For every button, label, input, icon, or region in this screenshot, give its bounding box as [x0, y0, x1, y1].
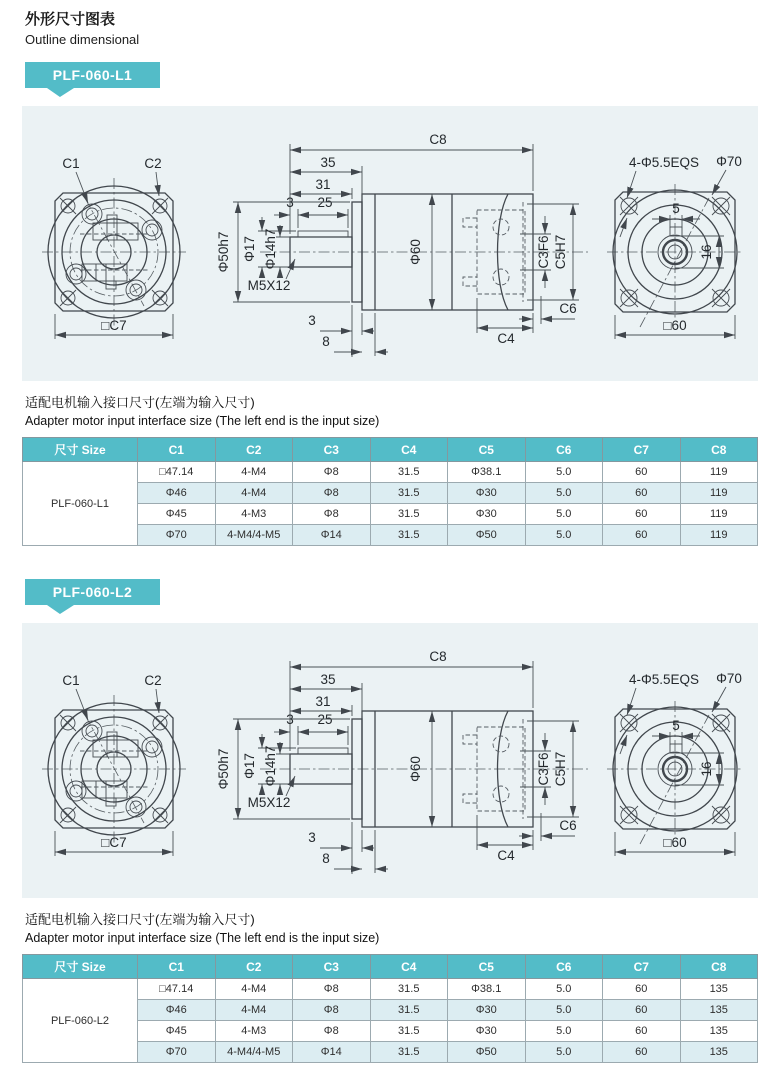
outline-drawing	[22, 623, 758, 898]
dim-25-label: 25	[317, 712, 333, 727]
dim-m5x12-label: M5X12	[247, 278, 291, 293]
value-cell: 4-M4	[215, 483, 293, 504]
value-cell: 31.5	[370, 1021, 448, 1042]
value-cell: 31.5	[370, 979, 448, 1000]
col-header-c7: C7	[603, 955, 681, 979]
value-cell: Φ8	[293, 979, 371, 1000]
value-cell: Φ8	[293, 504, 371, 525]
value-cell: Φ45	[138, 1021, 216, 1042]
value-cell: Φ46	[138, 1000, 216, 1021]
value-cell: 4-M4/4-M5	[215, 1042, 293, 1063]
value-cell: 5.0	[525, 525, 603, 546]
note-en: Adapter motor input interface size (The left end is the input size)	[25, 931, 380, 945]
dim-c8-label: C8	[429, 132, 447, 147]
model-cell: PLF-060-L2	[23, 979, 138, 1063]
drawing-mount	[22, 623, 758, 903]
dim-c1-label: C1	[62, 156, 80, 171]
dim-sq60-label: □60	[663, 318, 687, 333]
value-cell: 60	[603, 462, 681, 483]
value-cell: 60	[603, 1021, 681, 1042]
value-cell: 60	[603, 979, 681, 1000]
dim-c7-label: □C7	[101, 318, 127, 333]
dim-k16-label: 16	[699, 761, 714, 777]
value-cell: 4-M4	[215, 979, 293, 1000]
drawing-panel	[22, 106, 758, 381]
dim-dia60-label: Φ60	[408, 756, 423, 782]
value-cell: Φ70	[138, 1042, 216, 1063]
section-plf-060-l2	[22, 579, 758, 1063]
value-cell: Φ46	[138, 483, 216, 504]
value-cell: 5.0	[525, 462, 603, 483]
dim-c6-label: C6	[559, 301, 577, 316]
col-header-c2: C2	[215, 438, 293, 462]
value-cell: 135	[680, 1000, 758, 1021]
value-cell: 135	[680, 1042, 758, 1063]
dim-c6-label: C6	[559, 818, 577, 833]
value-cell: 119	[680, 462, 758, 483]
dim-k5-label: 5	[672, 201, 680, 216]
value-cell: Φ30	[448, 1021, 526, 1042]
dim-c3f6-label: C3F6	[536, 752, 551, 786]
col-header-c1: C1	[138, 955, 216, 979]
dim-c4-label: C4	[497, 848, 515, 863]
header-row	[23, 955, 758, 979]
value-cell: 5.0	[525, 504, 603, 525]
dim-c3f6-label: C3F6	[536, 235, 551, 269]
value-cell: 60	[603, 483, 681, 504]
value-cell: Φ50	[448, 1042, 526, 1063]
value-cell: 31.5	[370, 462, 448, 483]
note-en: Adapter motor input interface size (The left end is the input size)	[25, 414, 380, 428]
value-cell: Φ30	[448, 483, 526, 504]
col-header-c6: C6	[525, 438, 603, 462]
model-cell: PLF-060-L1	[23, 462, 138, 546]
section-plf-060-l1	[22, 62, 758, 546]
drawing-mount	[22, 106, 758, 386]
value-cell: Φ30	[448, 1000, 526, 1021]
value-cell: Φ14	[293, 1042, 371, 1063]
dim-b3-label: 3	[308, 313, 316, 328]
value-cell: □47.14	[138, 979, 216, 1000]
value-cell: 60	[603, 1000, 681, 1021]
model-badge	[25, 62, 758, 98]
value-cell: 5.0	[525, 1021, 603, 1042]
value-cell: 5.0	[525, 979, 603, 1000]
col-header-c4: C4	[370, 955, 448, 979]
header-row	[23, 438, 758, 462]
value-cell: Φ14	[293, 525, 371, 546]
note-cn: 适配电机输入接口尺寸(左端为输入尺寸)	[25, 912, 255, 927]
dim-b8-label: 8	[322, 851, 330, 866]
col-header-c5: C5	[448, 438, 526, 462]
value-cell: 135	[680, 1021, 758, 1042]
front-view	[42, 673, 186, 856]
value-cell: Φ8	[293, 1021, 371, 1042]
value-cell: Φ38.1	[448, 462, 526, 483]
value-cell: Φ38.1	[448, 979, 526, 1000]
dim-dia14-label: Φ14h7	[263, 228, 278, 270]
col-header-c8: C8	[680, 438, 758, 462]
col-header-c3: C3	[293, 438, 371, 462]
dim-31-label: 31	[315, 694, 331, 709]
value-cell: 119	[680, 525, 758, 546]
dim-k16-label: 16	[699, 244, 714, 260]
dim-dia17-label: Φ17	[242, 236, 257, 262]
col-header-c8: C8	[680, 955, 758, 979]
dim-35-label: 35	[320, 155, 336, 170]
side-view	[216, 649, 588, 874]
rear-view	[607, 671, 743, 856]
value-cell: 31.5	[370, 483, 448, 504]
badge-tail	[47, 605, 74, 614]
dim-k5-label: 5	[672, 718, 680, 733]
size-table	[22, 954, 758, 1063]
col-header-c1: C1	[138, 438, 216, 462]
dim-dia50-label: Φ50h7	[216, 748, 231, 790]
dim-c5h7-label: C5H7	[553, 234, 568, 270]
model-badge	[25, 579, 758, 615]
dim-dia60-label: Φ60	[408, 239, 423, 265]
dim-dia70-label: Φ70	[716, 671, 742, 686]
model-badge-label: PLF-060-L1	[25, 62, 160, 88]
value-cell: 31.5	[370, 1042, 448, 1063]
value-cell: Φ70	[138, 525, 216, 546]
dim-sq60-label: □60	[663, 835, 687, 850]
col-header-c6: C6	[525, 955, 603, 979]
size-table	[22, 437, 758, 546]
dim-35-label: 35	[320, 672, 336, 687]
dim-b8-label: 8	[322, 334, 330, 349]
value-cell: 135	[680, 979, 758, 1000]
page-title-en: Outline dimensional	[25, 32, 140, 47]
value-cell: □47.14	[138, 462, 216, 483]
value-cell: 4-M4	[215, 462, 293, 483]
table-row	[23, 979, 758, 1000]
value-cell: Φ45	[138, 504, 216, 525]
value-cell: 119	[680, 504, 758, 525]
value-cell: 4-M4	[215, 1000, 293, 1021]
dim-c7-label: □C7	[101, 835, 127, 850]
value-cell: Φ8	[293, 462, 371, 483]
col-header-c4: C4	[370, 438, 448, 462]
dim-c2-label: C2	[144, 673, 162, 688]
value-cell: 5.0	[525, 483, 603, 504]
dim-31-label: 31	[315, 177, 331, 192]
value-cell: 60	[603, 504, 681, 525]
value-cell: 4-M3	[215, 504, 293, 525]
dim-eqs-label: 4-Φ5.5EQS	[628, 155, 700, 170]
note-cn: 适配电机输入接口尺寸(左端为输入尺寸)	[25, 395, 255, 410]
dim-c2-label: C2	[144, 156, 162, 171]
value-cell: 4-M4/4-M5	[215, 525, 293, 546]
value-cell: 119	[680, 483, 758, 504]
value-cell: Φ50	[448, 525, 526, 546]
dim-dia17-label: Φ17	[242, 753, 257, 779]
col-header-c7: C7	[603, 438, 681, 462]
value-cell: 31.5	[370, 525, 448, 546]
front-view	[42, 156, 186, 339]
dim-25-label: 25	[317, 195, 333, 210]
drawing-panel	[22, 623, 758, 898]
value-cell: 31.5	[370, 504, 448, 525]
value-cell: 5.0	[525, 1042, 603, 1063]
col-header-c5: C5	[448, 955, 526, 979]
dim-c4-label: C4	[497, 331, 515, 346]
shaft-key	[298, 748, 348, 754]
shaft-key	[298, 231, 348, 237]
value-cell: 31.5	[370, 1000, 448, 1021]
value-cell: 60	[603, 1042, 681, 1063]
table-row	[23, 462, 758, 483]
outline-drawing	[22, 106, 758, 381]
col-header-c3: C3	[293, 955, 371, 979]
dim-c5h7-label: C5H7	[553, 751, 568, 787]
model-badge-label: PLF-060-L2	[25, 579, 160, 605]
dim-eqs-label: 4-Φ5.5EQS	[628, 672, 700, 687]
dim-3-label: 3	[286, 195, 294, 210]
value-cell: Φ8	[293, 1000, 371, 1021]
dim-b3-label: 3	[308, 830, 316, 845]
col-header-size: 尺寸 Size	[23, 955, 138, 979]
page-title-cn: 外形尺寸图表	[25, 11, 116, 28]
col-header-c2: C2	[215, 955, 293, 979]
badge-tail	[47, 88, 74, 97]
dim-dia50-label: Φ50h7	[216, 231, 231, 273]
side-view	[216, 132, 588, 357]
dim-dia14-label: Φ14h7	[263, 745, 278, 787]
value-cell: 5.0	[525, 1000, 603, 1021]
value-cell: 4-M3	[215, 1021, 293, 1042]
col-header-size: 尺寸 Size	[23, 438, 138, 462]
value-cell: Φ30	[448, 504, 526, 525]
dim-m5x12-label: M5X12	[247, 795, 291, 810]
value-cell: Φ8	[293, 483, 371, 504]
dim-c8-label: C8	[429, 649, 447, 664]
rear-view	[607, 154, 743, 339]
dim-c1-label: C1	[62, 673, 80, 688]
value-cell: 60	[603, 525, 681, 546]
dim-3-label: 3	[286, 712, 294, 727]
dim-dia70-label: Φ70	[716, 154, 742, 169]
